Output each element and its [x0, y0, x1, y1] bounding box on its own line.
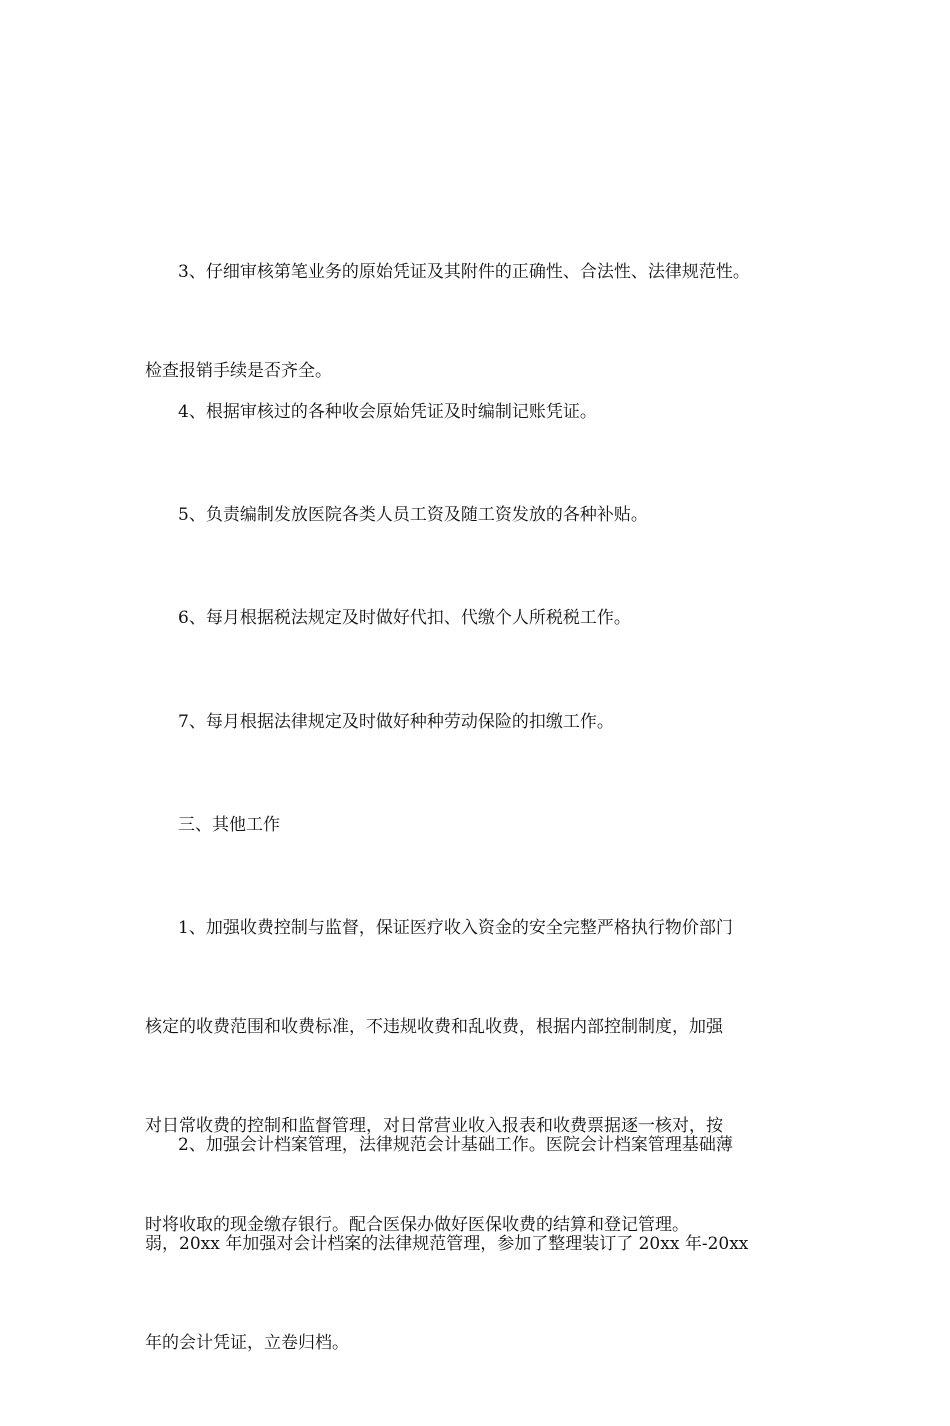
paragraph-line: 核定的收费范围和收费标准，不违规收费和乱收费，根据内部控制制度，加强: [145, 1017, 723, 1037]
paragraph-line: 2、加强会计档案管理，法律规范会计基础工作。医院会计档案管理基础薄: [178, 1135, 733, 1155]
paragraph-line: 弱，20xx 年加强对会计档案的法律规范管理，参加了整理装订了 20xx 年-20xx: [145, 1234, 749, 1254]
paragraph-line: 三、其他工作: [178, 815, 280, 835]
paragraph-line: 对日常收费的控制和监督管理，对日常营业收入报表和收费票据逐一核对，按: [145, 1116, 723, 1136]
paragraph-line: 1、加强收费控制与监督，保证医疗收入资金的安全完整严格执行物价部门: [178, 918, 733, 938]
paragraph-line: 检查报销手续是否齐全。: [145, 361, 332, 381]
paragraph-line: 6、每月根据税法规定及时做好代扣、代缴个人所税税工作。: [178, 608, 631, 628]
paragraph-other-2: [145, 1063, 810, 1426]
paragraph-line: 5、负责编制发放医院各类人员工资及随工资发放的各种补贴。: [178, 505, 648, 525]
paragraph-line: 3、仔细审核第笔业务的原始凭证及其附件的正确性、合法性、法律规范性。: [178, 262, 750, 282]
paragraph-line: 7、每月根据法律规定及时做好种种劳动保险的扣缴工作。: [178, 712, 614, 732]
paragraph-line: 年的会计凭证，立卷归档。: [145, 1333, 349, 1353]
paragraph-line: 时将收取的现金缴存银行。配合医保办做好医保收费的结算和登记管理。: [145, 1215, 689, 1235]
paragraph-line: 4、根据审核过的各种收会原始凭证及时编制记账凭证。: [178, 402, 597, 422]
